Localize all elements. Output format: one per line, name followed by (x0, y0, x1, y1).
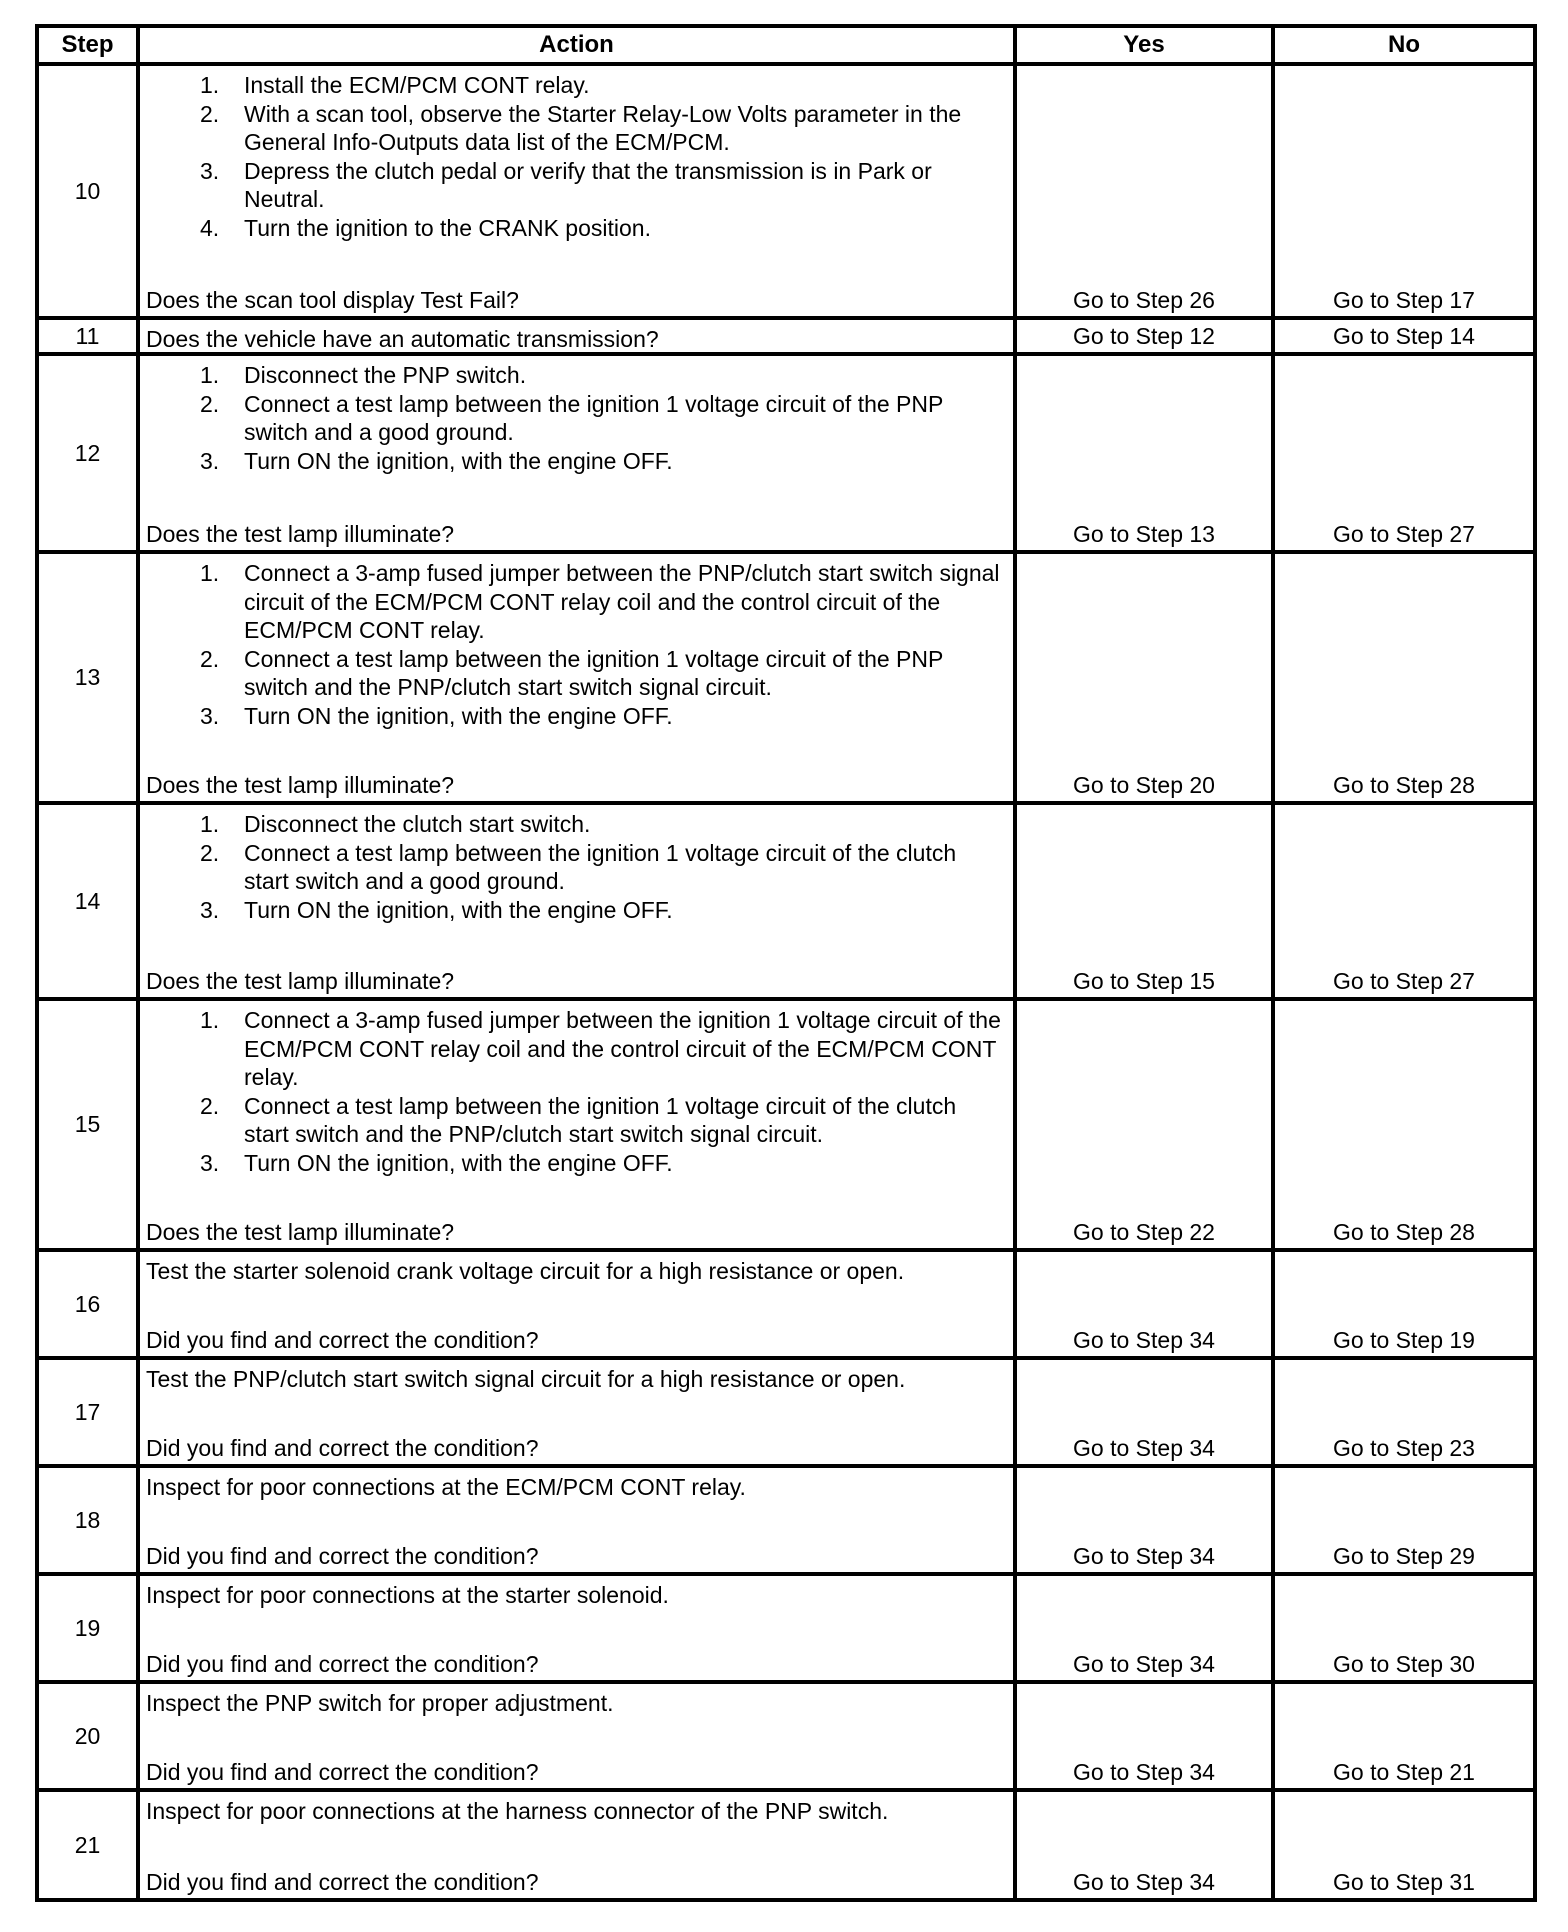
no-result: Go to Step 29 (1273, 1466, 1535, 1574)
table-row (37, 354, 1535, 552)
step-number: 16 (37, 1250, 138, 1358)
numbered-step (200, 839, 1005, 896)
action-instructions (146, 1581, 1005, 1610)
table-body (37, 64, 1535, 1900)
numbered-step (200, 810, 1005, 839)
step-item-number: 2. (200, 839, 220, 866)
numbered-step (200, 361, 1005, 390)
numbered-step (200, 702, 1005, 731)
step-item-text: Connect a test lamp between the ignition 1 voltage circuit of the clutch start switch and the PNP/clutch start switch signal circuit. (244, 1092, 957, 1147)
step-item-number: 3. (200, 157, 220, 184)
action-question: Did you find and correct the condition? (146, 1434, 539, 1461)
header-row (37, 26, 1535, 64)
step-item-text: Connect a test lamp between the ignition 1 voltage circuit of the PNP switch and a good ground. (244, 390, 943, 445)
step-number: 15 (37, 999, 138, 1250)
no-result: Go to Step 28 (1273, 552, 1535, 803)
yes-result: Go to Step 34 (1015, 1250, 1273, 1358)
step-item-number: 1. (200, 1007, 220, 1033)
action-question: Does the scan tool display Test Fail? (146, 286, 519, 313)
yes-result: Go to Step 15 (1015, 803, 1273, 999)
step-item-text: Turn ON the ignition, with the engine OFF. (244, 1149, 673, 1176)
action-question: Does the test lamp illuminate? (146, 520, 455, 547)
step-item-number: 1. (200, 362, 220, 388)
action-cell (138, 354, 1015, 552)
action-question: Does the test lamp illuminate? (146, 967, 455, 994)
table-row (37, 803, 1535, 999)
yes-result: Go to Step 20 (1015, 552, 1273, 803)
step-item-text: Connect a 3-amp fused jumper between the PNP/clutch start switch signal circuit of the ECM/PCM CONT relay coil and the control circuit of the ECM/PCM CONT relay. (244, 560, 1000, 643)
action-cell (138, 1466, 1015, 1574)
action-instructions (146, 1473, 1005, 1502)
action-question: Did you find and correct the condition? (146, 1868, 539, 1895)
numbered-step (200, 1006, 1005, 1092)
action-text: Inspect for poor connections at the harness connector of the PNP switch. (146, 1798, 889, 1824)
step-item-text: Connect a test lamp between the ignition 1 voltage circuit of the clutch start switch and a good ground. (244, 839, 957, 894)
no-result: Go to Step 27 (1273, 354, 1535, 552)
step-item-text: Disconnect the PNP switch. (244, 362, 527, 388)
table-row (37, 552, 1535, 803)
action-text: Inspect for poor connections at the ECM/PCM CONT relay. (146, 1474, 746, 1500)
step-item-text: Connect a 3-amp fused jumper between the ignition 1 voltage circuit of the ECM/PCM CONT relay coil and the control circuit of the ECM/PCM CONT relay. (244, 1007, 1001, 1090)
action-question: Did you find and correct the condition? (146, 1326, 539, 1353)
action-text: Inspect the PNP switch for proper adjustment. (146, 1690, 614, 1716)
no-result: Go to Step 23 (1273, 1358, 1535, 1466)
table-row (37, 1682, 1535, 1790)
step-item-number: 3. (200, 1149, 220, 1176)
step-number: 14 (37, 803, 138, 999)
numbered-steps (146, 810, 1005, 924)
yes-result: Go to Step 26 (1015, 64, 1273, 318)
step-number: 13 (37, 552, 138, 803)
step-item-number: 4. (200, 214, 220, 241)
numbered-step (200, 1092, 1005, 1149)
action-instructions (146, 361, 1005, 475)
table-row (37, 999, 1535, 1250)
action-cell (138, 552, 1015, 803)
step-number: 11 (37, 318, 138, 354)
step-item-text: Turn the ignition to the CRANK position. (244, 214, 651, 241)
numbered-step (200, 214, 1005, 243)
step-number: 12 (37, 354, 138, 552)
table-row (37, 1466, 1535, 1574)
step-item-number: 3. (200, 447, 220, 474)
action-cell (138, 803, 1015, 999)
yes-result: Go to Step 34 (1015, 1358, 1273, 1466)
numbered-step (200, 390, 1005, 447)
action-text: Inspect for poor connections at the starter solenoid. (146, 1582, 669, 1608)
step-number: 20 (37, 1682, 138, 1790)
action-instructions (146, 559, 1005, 730)
action-cell (138, 1682, 1015, 1790)
action-cell (138, 999, 1015, 1250)
numbered-step (200, 559, 1005, 645)
step-item-number: 3. (200, 896, 220, 923)
step-number: 18 (37, 1466, 138, 1574)
table-row (37, 1358, 1535, 1466)
action-cell (138, 1358, 1015, 1466)
step-item-number: 1. (200, 811, 220, 837)
step-item-text: Turn ON the ignition, with the engine OFF. (244, 702, 673, 729)
action-cell (138, 1790, 1015, 1900)
action-instructions (146, 71, 1005, 242)
action-question: Did you find and correct the condition? (146, 1650, 539, 1677)
step-item-text: Disconnect the clutch start switch. (244, 811, 591, 837)
yes-result: Go to Step 12 (1015, 318, 1273, 354)
step-number: 21 (37, 1790, 138, 1900)
action-question: Does the test lamp illuminate? (146, 771, 455, 798)
no-result: Go to Step 30 (1273, 1574, 1535, 1682)
action-cell (138, 318, 1015, 354)
table-row (37, 1790, 1535, 1900)
action-question: Does the test lamp illuminate? (146, 1218, 455, 1245)
no-result: Go to Step 28 (1273, 999, 1535, 1250)
header-no: No (1273, 26, 1535, 64)
no-result: Go to Step 31 (1273, 1790, 1535, 1900)
step-item-number: 2. (200, 100, 220, 127)
action-instructions (146, 1006, 1005, 1177)
step-item-text: With a scan tool, observe the Starter Relay-Low Volts parameter in the General Info-Outputs data list of the ECM/PCM. (244, 100, 962, 155)
numbered-step (200, 100, 1005, 157)
numbered-steps (146, 1006, 1005, 1177)
action-cell (138, 64, 1015, 318)
header-action: Action (138, 26, 1015, 64)
action-cell (138, 1574, 1015, 1682)
step-number: 10 (37, 64, 138, 318)
step-item-text: Install the ECM/PCM CONT relay. (244, 72, 590, 98)
action-instructions (146, 810, 1005, 924)
action-instructions (146, 1257, 1005, 1286)
numbered-step (200, 896, 1005, 925)
step-item-number: 2. (200, 390, 220, 417)
yes-result: Go to Step 34 (1015, 1574, 1273, 1682)
table-row (37, 1250, 1535, 1358)
action-instructions (146, 1365, 1005, 1394)
action-question: Did you find and correct the condition? (146, 1758, 539, 1785)
yes-result: Go to Step 13 (1015, 354, 1273, 552)
no-result: Go to Step 27 (1273, 803, 1535, 999)
numbered-step (200, 71, 1005, 100)
numbered-steps (146, 361, 1005, 475)
step-item-number: 2. (200, 645, 220, 672)
numbered-step (200, 645, 1005, 702)
no-result: Go to Step 19 (1273, 1250, 1535, 1358)
action-instructions (146, 1797, 1005, 1826)
table-row (37, 318, 1535, 354)
numbered-step (200, 1149, 1005, 1178)
table-row (37, 1574, 1535, 1682)
step-item-number: 2. (200, 1092, 220, 1119)
yes-result: Go to Step 34 (1015, 1466, 1273, 1574)
step-item-text: Turn ON the ignition, with the engine OFF. (244, 896, 673, 923)
step-item-text: Depress the clutch pedal or verify that the transmission is in Park or Neutral. (244, 157, 932, 212)
table-row (37, 64, 1535, 318)
numbered-steps (146, 559, 1005, 730)
step-item-text: Connect a test lamp between the ignition 1 voltage circuit of the PNP switch and the PNP/clutch start switch signal circuit. (244, 645, 943, 700)
yes-result: Go to Step 34 (1015, 1682, 1273, 1790)
action-question: Did you find and correct the condition? (146, 1542, 539, 1569)
no-result: Go to Step 17 (1273, 64, 1535, 318)
yes-result: Go to Step 22 (1015, 999, 1273, 1250)
step-number: 17 (37, 1358, 138, 1466)
step-item-text: Turn ON the ignition, with the engine OFF. (244, 447, 673, 474)
diagnostic-table (35, 24, 1537, 1902)
action-cell (138, 1250, 1015, 1358)
numbered-step (200, 157, 1005, 214)
header-yes: Yes (1015, 26, 1273, 64)
no-result: Go to Step 21 (1273, 1682, 1535, 1790)
step-number: 19 (37, 1574, 138, 1682)
step-item-number: 1. (200, 72, 220, 98)
action-question: Does the vehicle have an automatic transmission? (146, 326, 659, 352)
step-item-number: 1. (200, 560, 220, 586)
action-text: Test the PNP/clutch start switch signal circuit for a high resistance or open. (146, 1366, 906, 1392)
step-item-number: 3. (200, 702, 220, 729)
yes-result: Go to Step 34 (1015, 1790, 1273, 1900)
numbered-step (200, 447, 1005, 476)
numbered-steps (146, 71, 1005, 242)
header-step: Step (37, 26, 138, 64)
action-text: Test the starter solenoid crank voltage circuit for a high resistance or open. (146, 1258, 905, 1284)
action-instructions (146, 1689, 1005, 1718)
no-result: Go to Step 14 (1273, 318, 1535, 354)
